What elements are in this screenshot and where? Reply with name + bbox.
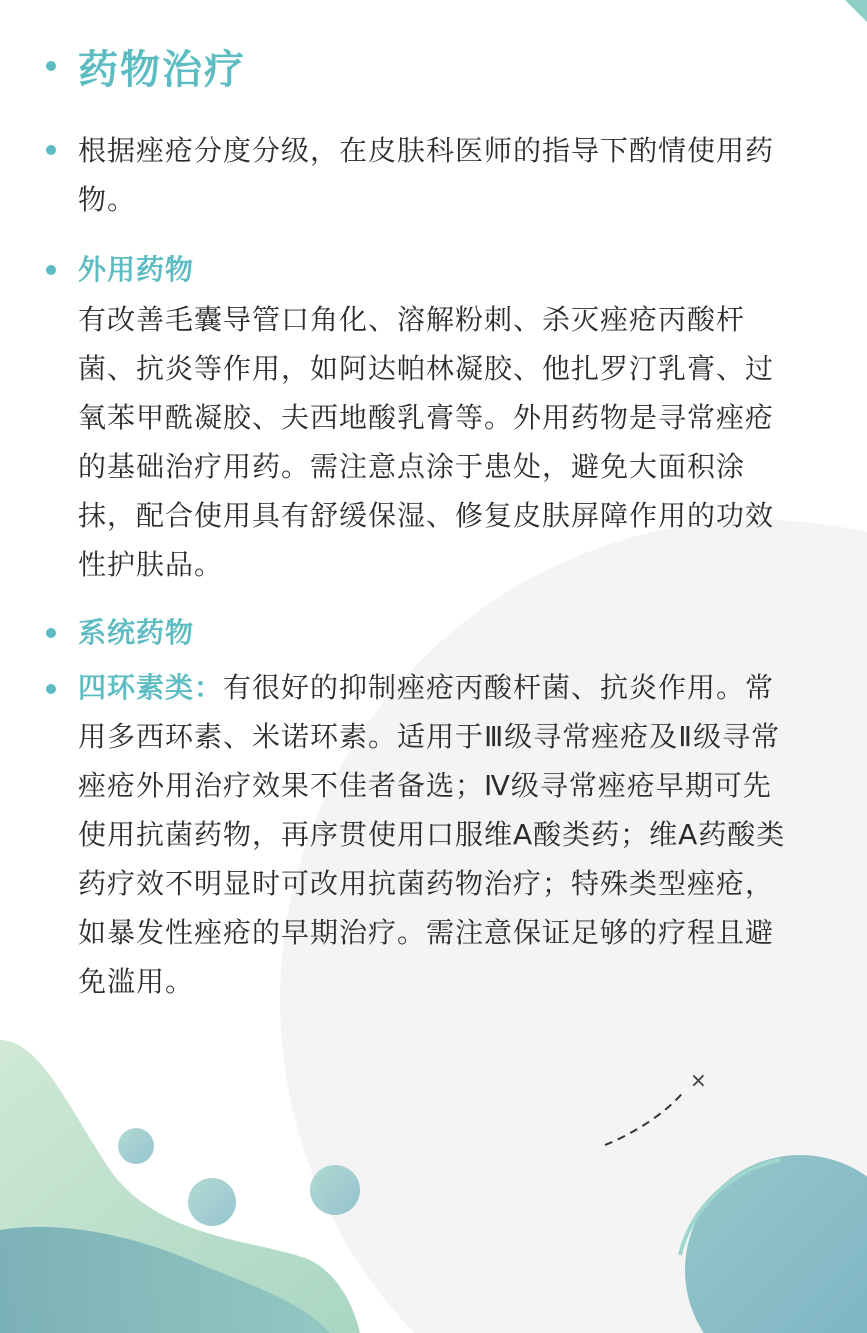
tetracycline-paragraph xyxy=(78,663,798,1006)
tetracycline-label: 四环素类： xyxy=(78,671,224,704)
systemic-bullet xyxy=(46,628,56,638)
page-title: 药物治疗 xyxy=(78,47,246,93)
intro-bullet xyxy=(46,145,56,155)
systemic-heading: 系统药物 xyxy=(78,616,195,649)
intro-text: 根据痤疮分度分级，在皮肤科医师的指导下酌情使用药物。 xyxy=(78,134,775,216)
small-circle-1 xyxy=(118,1128,154,1164)
topical-heading: 外用药物 xyxy=(78,253,195,286)
topical-text: 有改善毛囊导管口角化、溶解粉刺、杀灭痤疮丙酸杆菌、抗炎等作用，如阿达帕林凝胶、他扎罗汀乳膏、过氧苯甲酰凝胶、夫西地酸乳膏等。外用药物是寻常痤疮的基础治疗用药。需注意点涂于患处，避免大面积涂抹，配合使用具有舒缓保湿、修复皮肤屏障作用的功效性护肤品。 xyxy=(78,303,775,581)
tetracycline-text: 有很好的抑制痤疮丙酸杆菌、抗炎作用。常用多西环素、米诺环素。适用于Ⅲ级寻常痤疮及Ⅱ级寻常痤疮外用治疗效果不佳者备选；Ⅳ级寻常痤疮早期可先使用抗菌药物，再序贯使用口服维A酸类药；维A药酸类药疗效不明显时可改用抗菌药物治疗；特殊类型痤疮，如暴发性痤疮的早期治疗。需注意保证足够的疗程且避免滥用。 xyxy=(78,671,786,998)
small-circle-2 xyxy=(188,1178,236,1226)
title-bullet xyxy=(46,61,56,71)
tetracycline-bullet xyxy=(46,684,56,694)
corner-accent xyxy=(845,0,867,22)
topical-bullet xyxy=(46,265,56,275)
small-circle-3 xyxy=(310,1165,360,1215)
cross-icon: × xyxy=(690,1068,707,1092)
